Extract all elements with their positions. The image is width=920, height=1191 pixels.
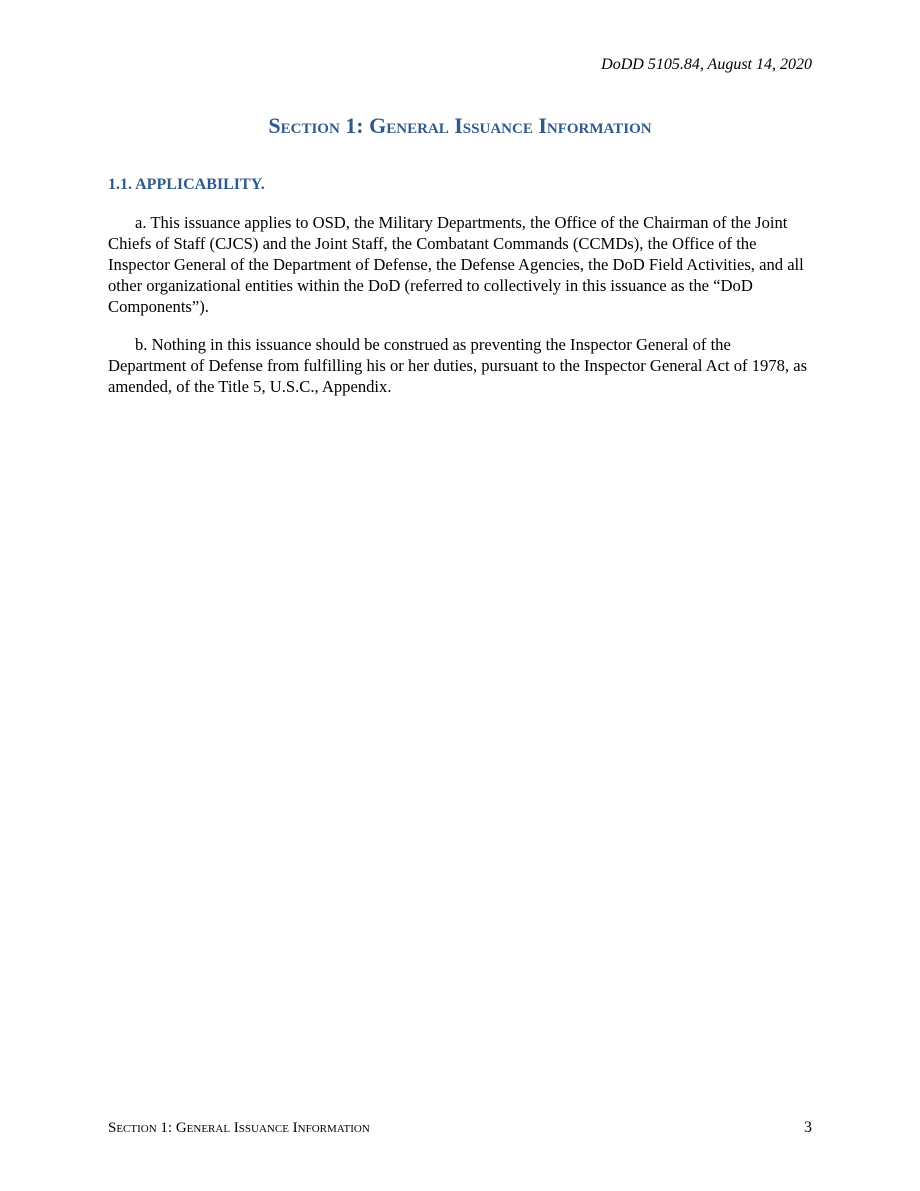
page-header-doc-ref: DoDD 5105.84, August 14, 2020 xyxy=(601,56,812,73)
section-title: Section 1: General Issuance Information xyxy=(268,113,652,138)
paragraph-b: b. Nothing in this issuance should be construed as preventing the Inspector General of the Department of Defense from fulfilling his or her duties, pursuant to the Inspector General Act of 1978, as amended, of the Title 5, U.S.C., Appendix. xyxy=(108,335,808,396)
footer-page-number: 3 xyxy=(804,1119,812,1136)
subsection-heading: 1.1. APPLICABILITY. xyxy=(108,176,265,193)
page-footer xyxy=(108,1118,812,1138)
footer-section-title: Section 1: General Issuance Information xyxy=(108,1120,370,1136)
paragraph-a: a. This issuance applies to OSD, the Military Departments, the Office of the Chairman of the Joint Chiefs of Staff (CJCS) and the Joint Staff, the Combatant Commands (CCMDs), the Office of the Inspector General of the Department of Defense, the Defense Agencies, the DoD Field Activities, and all other organizational entities within the DoD (referred to collectively in this issuance as the “DoD Components”). xyxy=(108,213,804,316)
